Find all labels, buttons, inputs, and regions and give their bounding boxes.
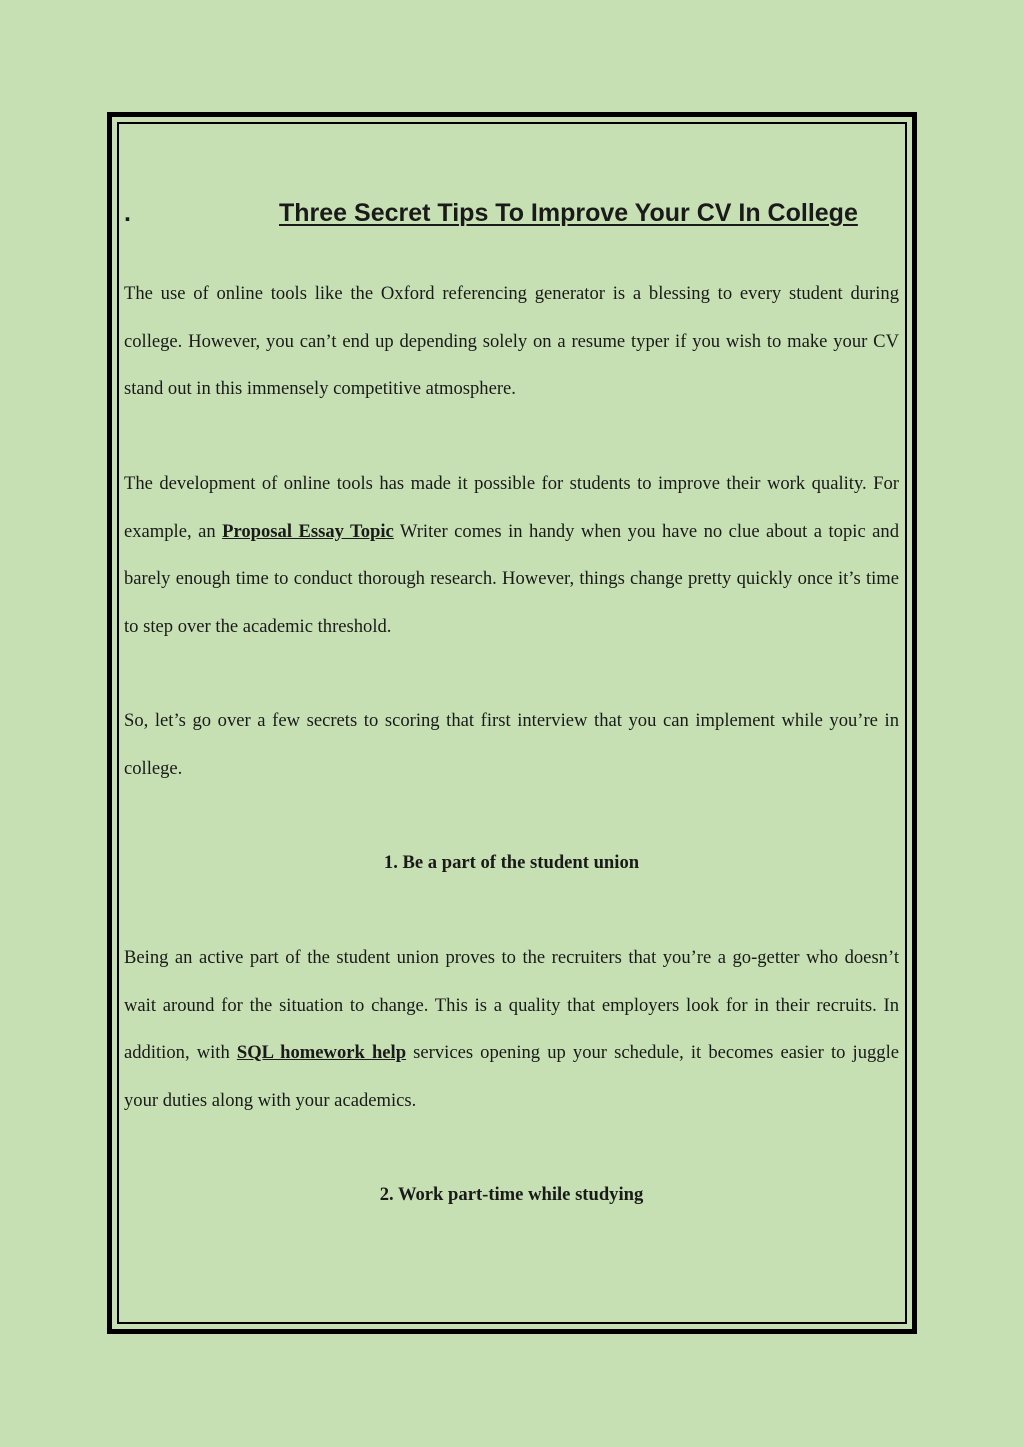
title-text: Three Secret Tips To Improve Your CV In College bbox=[279, 199, 858, 227]
paragraph-online-tools bbox=[124, 460, 899, 650]
document-title bbox=[124, 196, 896, 230]
title-leading-dot: . bbox=[124, 199, 131, 227]
paragraph-online-tools-before: The development of online tools has made it possible for students to improve their work quality. For example, an bbox=[124, 473, 899, 542]
proposal-essay-topic-link[interactable]: Proposal Essay Topic bbox=[222, 520, 394, 542]
sql-homework-help-link[interactable]: SQL homework help bbox=[236, 1042, 407, 1063]
section-heading-part-time: 2. Work part-time while studying bbox=[379, 1184, 644, 1205]
paragraph-secrets: So, let’s go over a few secrets to scoring that first interview that you can implement while you’re in college. bbox=[124, 710, 899, 779]
paragraph-student-union bbox=[124, 934, 899, 1124]
paragraph-online-tools-after: Writer comes in handy when you have no clue about a topic and barely enough time to conduct thorough research. However, things change pretty quickly once it’s time to step over the academic threshold. bbox=[124, 520, 900, 637]
paragraph-student-union-before: Being an active part of the student union proves to the recruiters that you’re a go-getter who doesn’t wait around for the situation to change. This is a quality that employers look for in their recruits. In addition, with bbox=[124, 947, 899, 1063]
paragraph-intro: The use of online tools like the Oxford referencing generator is a blessing to every student during college. However, you can’t end up depending solely on a resume typer if you wish to make your CV stand out in this immensely competitive atmosphere. bbox=[124, 283, 899, 399]
paragraph-student-union-after: services opening up your schedule, it becomes easier to juggle your duties along with your academics. bbox=[124, 1042, 899, 1111]
section-heading-student-union: 1. Be a part of the student union bbox=[383, 852, 640, 873]
